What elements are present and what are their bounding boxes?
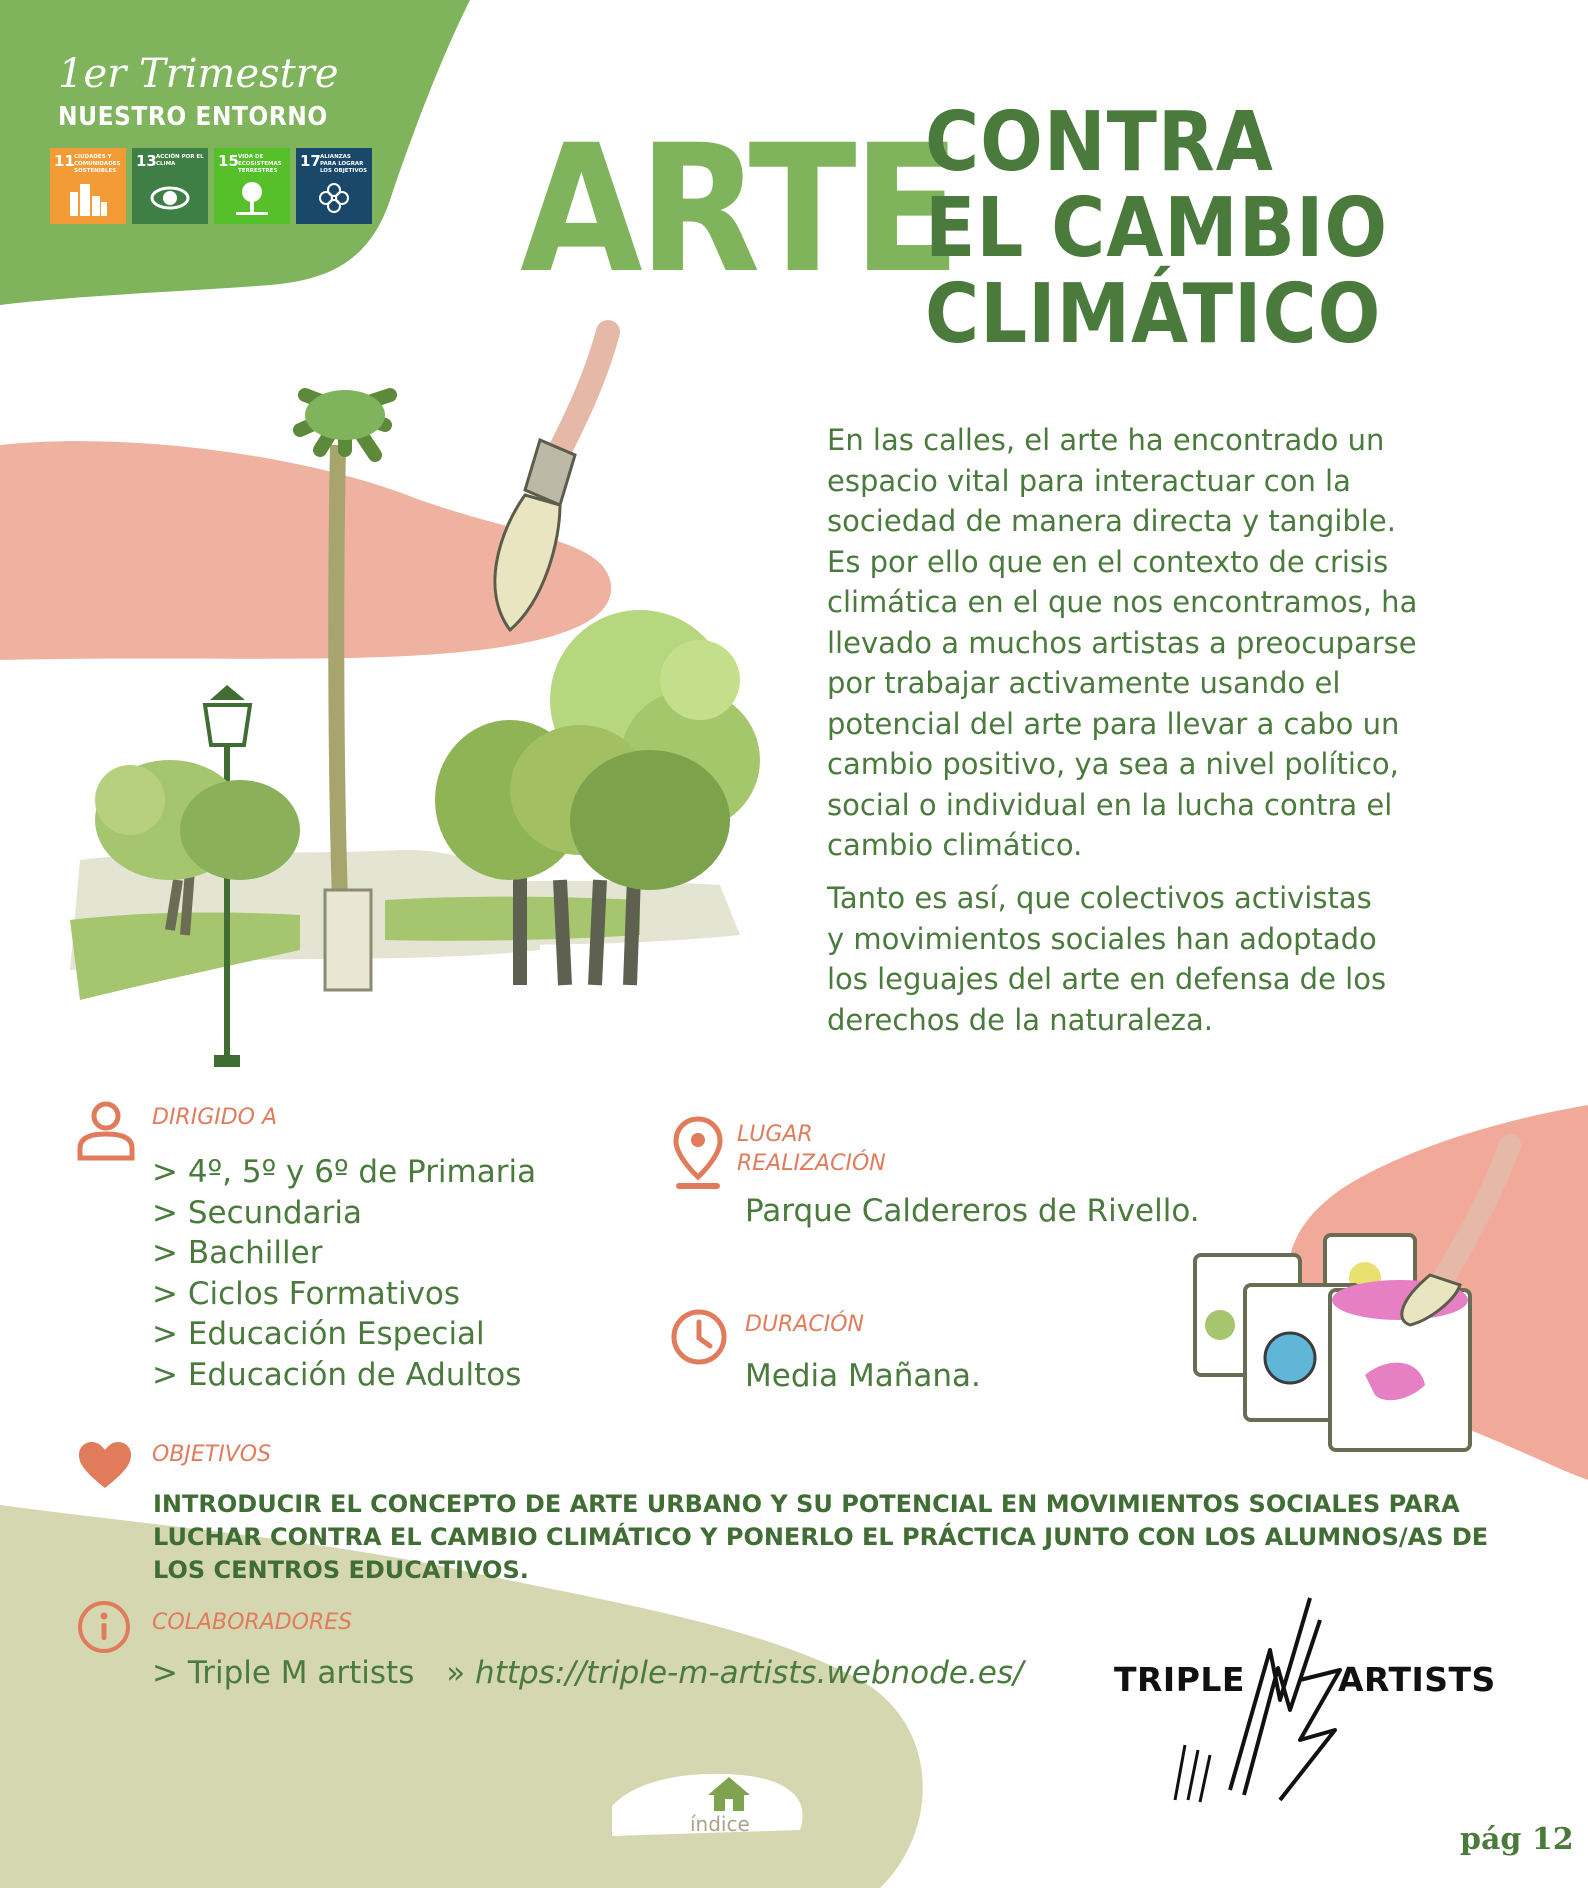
tree-icon xyxy=(232,178,272,218)
list-item: > Ciclos Formativos xyxy=(152,1275,461,1312)
list-item: > Bachiller xyxy=(152,1235,323,1271)
title-line-cambio: EL CAMBIO xyxy=(925,181,1389,276)
objetivos-text: INTRODUCIR EL CONCEPTO DE ARTE URBANO Y SU POTENCIAL EN MOVIMIENTOS SOCIALES PARA LUCHAR CONTRA EL CAMBIO CLIMÁTICO Y PONERLO EL PRÁCTICA JUNTO CON LOS ALUMNOS/AS DE LOS CENTROS EDUCATIVOS. xyxy=(153,1490,1489,1584)
list-item: > Educación Especial xyxy=(152,1316,485,1352)
heart-icon xyxy=(77,1440,133,1490)
intro-paragraph-2: Tanto es así, que colectivos activistas y movimientos sociales han adoptado los leguajes del arte en defensa de los derechos de la naturaleza. xyxy=(827,881,1387,1037)
title-line-climatico: CLIMÁTICO xyxy=(925,267,1382,362)
trimestre-title: 1er Trimestre xyxy=(58,51,339,97)
colaboradores-label: COLABORADORES xyxy=(152,1610,353,1635)
page-number: pág 12 xyxy=(1460,1822,1574,1857)
entorno-subtitle: NUESTRO ENTORNO xyxy=(58,102,328,132)
double-arrow-icon: » xyxy=(446,1655,466,1691)
clock-icon xyxy=(670,1308,728,1366)
dirigido-list xyxy=(152,1152,536,1395)
ods-17-badge: 17 ALIANZAS PARA LOGRAR LOS OBJETIVOS xyxy=(296,148,372,224)
info-icon xyxy=(77,1600,131,1654)
colaborador-name: > Triple M artists xyxy=(152,1655,415,1691)
colaboradores-line xyxy=(152,1655,1023,1691)
duracion-value: Media Mañana. xyxy=(745,1358,981,1394)
city-icon xyxy=(68,178,108,218)
lugar-label: LUGAR REALIZACIÓN xyxy=(737,1122,886,1176)
lugar-value: Parque Caldereros de Rivello. xyxy=(745,1193,1200,1229)
eye-globe-icon xyxy=(150,178,190,218)
list-item: > Educación de Adultos xyxy=(152,1356,522,1393)
list-item: > 4º, 5º y 6º de Primaria xyxy=(152,1154,537,1190)
ods-11-badge: 11 CIUDADES Y COMUNIDADES SOSTENIBLES xyxy=(50,148,126,224)
dirigido-label: DIRIGIDO A xyxy=(152,1105,278,1130)
list-item: > Secundaria xyxy=(152,1194,362,1231)
ods-13-badge: 13 ACCIÓN POR EL CLIMA xyxy=(132,148,208,224)
title-arte: ARTE xyxy=(520,107,957,312)
colaborador-link[interactable]: https://triple-m-artists.webnode.es/ xyxy=(475,1655,1024,1691)
intro-paragraph-1: En las calles, el arte ha encontrado un espacio vital para interactuar con la sociedad de manera directa y tangible. Es por ello que en el contexto de crisis climática en el que nos encontramos, ha llevado a muchos artistas a preocuparse por trabajar activamente usando el potencial del arte para llevar a cabo un cambio positivo, ya sea a nivel político, social o individual en la lucha contra el cambio climático. xyxy=(827,423,1418,862)
title-line-contra: CONTRA xyxy=(925,95,1274,190)
objetivos-label: OBJETIVOS xyxy=(152,1442,272,1467)
home-icon[interactable] xyxy=(706,1775,752,1813)
duracion-label: DURACIÓN xyxy=(745,1312,865,1337)
person-icon xyxy=(76,1100,136,1162)
flower-icon xyxy=(314,178,354,218)
indice-link[interactable]: índice xyxy=(690,1812,750,1836)
location-pin-icon xyxy=(672,1115,724,1191)
triple-m-lightning-mark xyxy=(1160,1590,1360,1810)
ods-15-badge: 15 VIDA DE ECOSISTEMAS TERRESTRES xyxy=(214,148,290,224)
triple-m-artists-logo: TRIPLE ARTISTS xyxy=(1110,1590,1490,1810)
